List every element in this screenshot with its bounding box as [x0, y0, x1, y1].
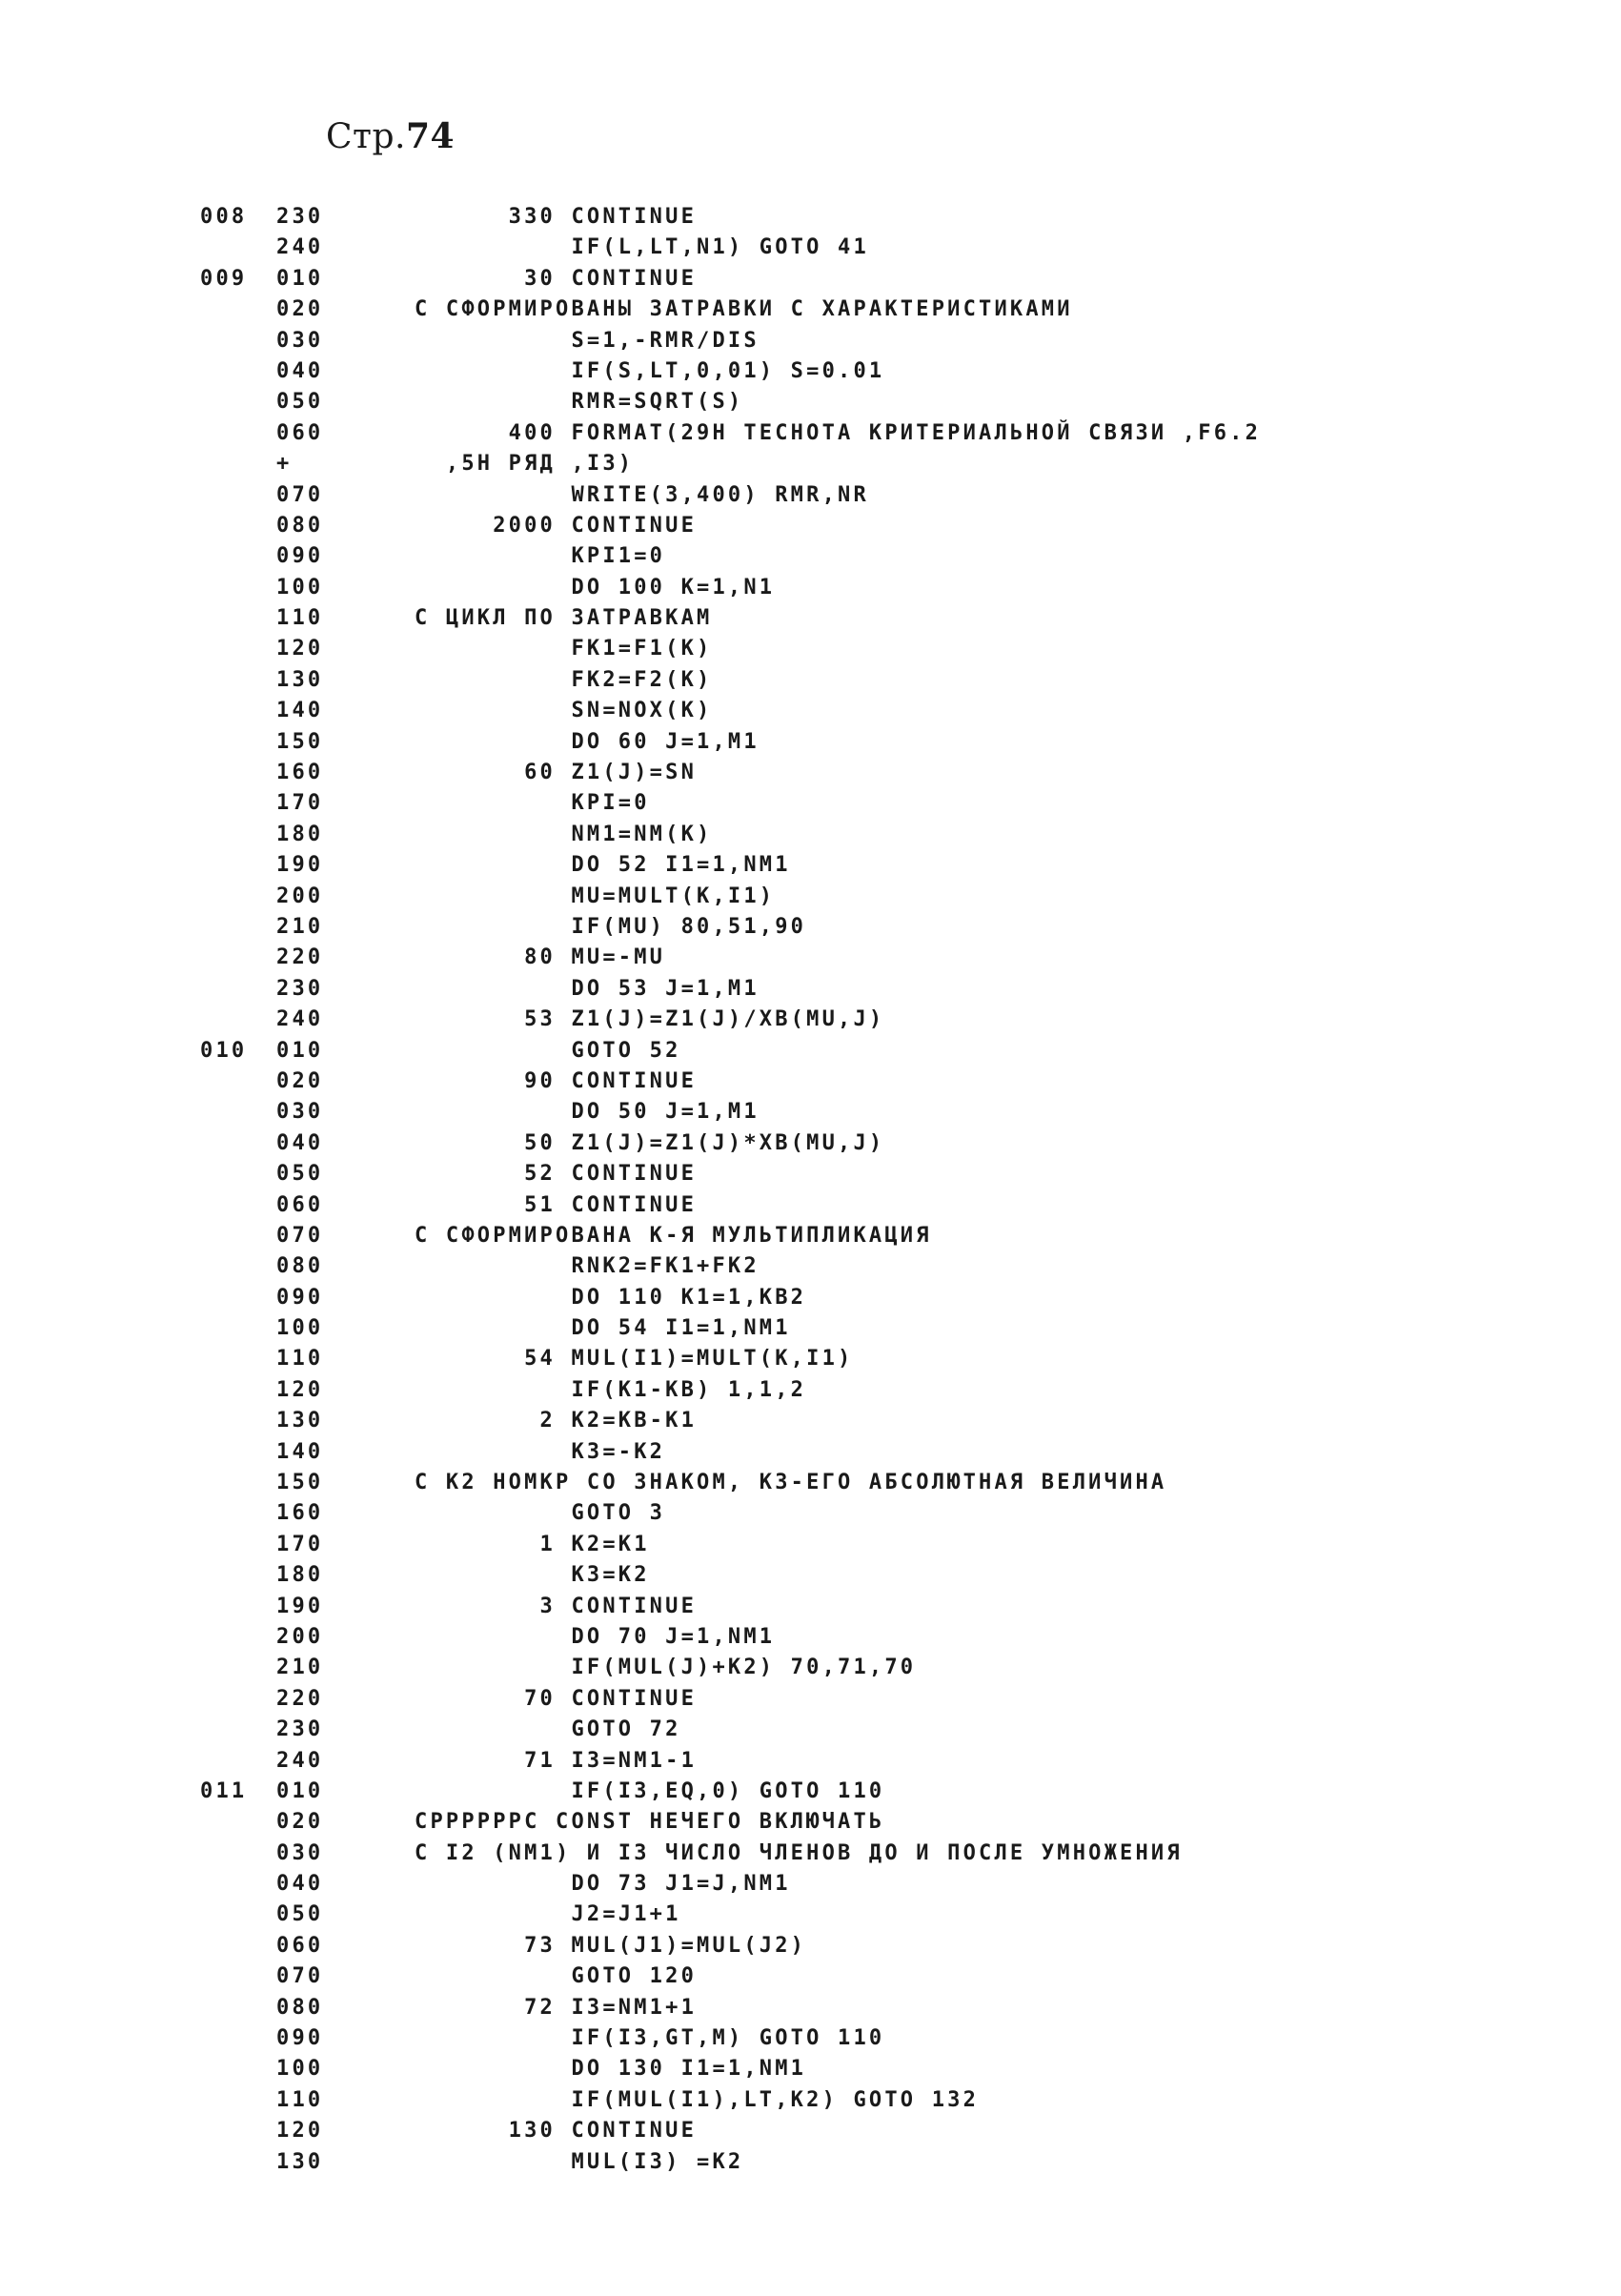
line-number: 120	[276, 1377, 324, 1402]
code-text: IF(S,LT,0,01) S=0.01	[415, 358, 885, 383]
line-number: 040	[276, 1872, 324, 1897]
code-text: MUL(I3) =K2	[415, 2149, 744, 2174]
line-number: 210	[276, 914, 324, 939]
line-number: 230	[276, 1717, 324, 1742]
line-number: 060	[276, 420, 324, 445]
code-text: 54 MUL(I1)=MULT(K,I1)	[415, 1347, 854, 1372]
code-text: IF(MU) 80,51,90	[415, 914, 807, 939]
code-text: 80 MU=-MU	[415, 945, 666, 970]
line-number: 140	[276, 1439, 324, 1464]
line-number: 130	[276, 1409, 324, 1433]
code-text: RMR=SQRT(S)	[415, 390, 744, 415]
code-text: RNK2=FK1+FK2	[415, 1254, 760, 1279]
line-number: 050	[276, 390, 324, 415]
line-number: 020	[276, 297, 324, 322]
code-text: 90 CONTINUE	[415, 1068, 698, 1093]
code-text: IF(I3,EQ,0) GOTO 110	[415, 1778, 885, 1803]
code-text: DO 70 J=1,NM1	[415, 1624, 776, 1649]
line-number: 230	[276, 205, 324, 229]
code-text: 330 CONTINUE	[415, 205, 698, 229]
line-number: 230	[276, 976, 324, 1001]
line-number: +	[276, 452, 293, 477]
block-number: 009	[200, 266, 248, 291]
line-number: 170	[276, 1532, 324, 1556]
code-text: 60 Z1(J)=SN	[415, 761, 698, 785]
line-number: 130	[276, 667, 324, 692]
line-number: 220	[276, 1686, 324, 1711]
line-number: 010	[276, 1038, 324, 1063]
code-text: 2000 CONTINUE	[415, 513, 698, 538]
code-text: C I2 (NM1) И I3 ЧИСЛО ЧЛЕНОВ ДО И ПОСЛЕ УМНОЖЕНИЯ	[415, 1840, 1183, 1865]
code-text: KPI=0	[415, 791, 650, 816]
line-number: 190	[276, 853, 324, 878]
page-header	[326, 116, 455, 156]
line-number: 120	[276, 2119, 324, 2144]
line-number: 100	[276, 2057, 324, 2082]
code-text: C СФОРМИРОВАНА К-Я МУЛЬТИПЛИКАЦИЯ	[415, 1223, 932, 1248]
line-number: 240	[276, 1748, 324, 1773]
page-number: 74	[405, 116, 456, 156]
code-text: 51 CONTINUE	[415, 1192, 698, 1217]
code-text: 73 MUL(J1)=MUL(J2)	[415, 1933, 807, 1958]
code-text: 70 CONTINUE	[415, 1686, 698, 1711]
line-number: 010	[276, 1778, 324, 1803]
code-text: 52 CONTINUE	[415, 1162, 698, 1187]
code-text: DO 54 I1=1,NM1	[415, 1316, 791, 1341]
code-text: 53 Z1(J)=Z1(J)/XB(MU,J)	[415, 1007, 885, 1032]
code-text: 2 K2=KB-K1	[415, 1409, 698, 1433]
code-text: K3=-K2	[415, 1439, 666, 1464]
code-text: J2=J1+1	[415, 1902, 681, 1927]
line-number: 210	[276, 1656, 324, 1680]
code-text: IF(MUL(I1),LT,K2) GOTO 132	[415, 2087, 980, 2112]
code-text: FK2=F2(K)	[415, 667, 713, 692]
code-text: IF(I3,GT,M) GOTO 110	[415, 2026, 885, 2051]
code-text: IF(MUL(J)+K2) 70,71,70	[415, 1656, 917, 1680]
code-text: DO 52 I1=1,NM1	[415, 853, 791, 878]
line-number: 110	[276, 1347, 324, 1372]
line-number: 140	[276, 699, 324, 723]
code-text: SN=NOX(K)	[415, 699, 713, 723]
line-number: 240	[276, 235, 324, 260]
code-text: K3=K2	[415, 1563, 650, 1588]
line-number: 160	[276, 1501, 324, 1526]
code-text: KPI1=0	[415, 544, 666, 569]
code-text: 1 K2=K1	[415, 1532, 650, 1556]
line-number: 240	[276, 1007, 324, 1032]
code-text: DO 60 J=1,M1	[415, 729, 760, 754]
code-text: DO 130 I1=1,NM1	[415, 2057, 807, 2082]
block-number: 010	[200, 1038, 248, 1063]
line-number: 100	[276, 575, 324, 599]
page-label: Стр.	[326, 117, 406, 156]
line-number: 180	[276, 822, 324, 846]
line-number: 180	[276, 1563, 324, 1588]
line-number: 220	[276, 945, 324, 970]
code-text: 72 I3=NM1+1	[415, 1995, 698, 2020]
code-text: C СФОРМИРОВАНЫ ЗАТРАВКИ С ХАРАКТЕРИСТИКАМИ	[415, 297, 1073, 322]
line-number: 170	[276, 791, 324, 816]
line-number: 060	[276, 1933, 324, 1958]
line-number: 090	[276, 1285, 324, 1310]
code-text: DO 73 J1=J,NM1	[415, 1872, 791, 1897]
line-number: 020	[276, 1068, 324, 1093]
line-number: 030	[276, 1100, 324, 1125]
line-number: 040	[276, 358, 324, 383]
line-number: 020	[276, 1810, 324, 1835]
line-number: 150	[276, 729, 324, 754]
line-number: 110	[276, 2087, 324, 2112]
line-number: 030	[276, 328, 324, 353]
line-number: 130	[276, 2149, 324, 2174]
code-text: ,5H РЯД ,I3)	[415, 452, 635, 477]
line-number: 030	[276, 1840, 324, 1865]
code-text: 130 CONTINUE	[415, 2119, 698, 2144]
line-number: 110	[276, 606, 324, 631]
code-text: GOTO 120	[415, 1964, 698, 1989]
code-text: 400 FORMAT(29H ТЕСНОТА КРИТЕРИАЛЬНОЙ СВЯЗИ ,F6.2	[415, 420, 1262, 445]
code-text: CPPPPPPC CONST НЕЧЕГО ВКЛЮЧАТЬ	[415, 1810, 885, 1835]
line-number: 090	[276, 2026, 324, 2051]
line-number: 080	[276, 1254, 324, 1279]
code-text: MU=MULT(K,I1)	[415, 884, 776, 908]
code-text: DO 53 J=1,M1	[415, 976, 760, 1001]
code-text: 30 CONTINUE	[415, 266, 698, 291]
line-number: 090	[276, 544, 324, 569]
line-number: 200	[276, 1624, 324, 1649]
line-number: 200	[276, 884, 324, 908]
line-number: 050	[276, 1902, 324, 1927]
block-number: 011	[200, 1778, 248, 1803]
line-number: 120	[276, 637, 324, 661]
code-text: C ЦИКЛ ПО ЗАТРАВКАМ	[415, 606, 713, 631]
line-number: 050	[276, 1162, 324, 1187]
code-text: 3 CONTINUE	[415, 1594, 698, 1618]
line-number: 160	[276, 761, 324, 785]
code-text: 50 Z1(J)=Z1(J)*XB(MU,J)	[415, 1130, 885, 1155]
code-text: IF(K1-KB) 1,1,2	[415, 1377, 807, 1402]
code-text: GOTO 72	[415, 1717, 681, 1742]
code-text: C K2 НОМКР СО ЗНАКОМ, K3-ЕГО АБСОЛЮТНАЯ ВЕЛИЧИНА	[415, 1471, 1167, 1495]
code-text: 71 I3=NM1-1	[415, 1748, 698, 1773]
code-text: GOTO 52	[415, 1038, 681, 1063]
code-text: NM1=NM(K)	[415, 822, 713, 846]
line-number: 150	[276, 1471, 324, 1495]
line-number: 070	[276, 1964, 324, 1989]
line-number: 190	[276, 1594, 324, 1618]
line-number: 060	[276, 1192, 324, 1217]
line-number: 040	[276, 1130, 324, 1155]
code-text: IF(L,LT,N1) GOTO 41	[415, 235, 869, 260]
code-text: GOTO 3	[415, 1501, 666, 1526]
line-number: 080	[276, 513, 324, 538]
line-number: 070	[276, 1223, 324, 1248]
line-number: 080	[276, 1995, 324, 2020]
line-number: 010	[276, 266, 324, 291]
line-number: 070	[276, 482, 324, 507]
line-number: 100	[276, 1316, 324, 1341]
block-number: 008	[200, 205, 248, 229]
code-text: DO 100 K=1,N1	[415, 575, 776, 599]
code-text: DO 110 K1=1,KB2	[415, 1285, 807, 1310]
code-text: S=1,-RMR/DIS	[415, 328, 760, 353]
code-text: WRITE(3,400) RMR,NR	[415, 482, 869, 507]
code-text: FK1=F1(K)	[415, 637, 713, 661]
code-text: DO 50 J=1,M1	[415, 1100, 760, 1125]
